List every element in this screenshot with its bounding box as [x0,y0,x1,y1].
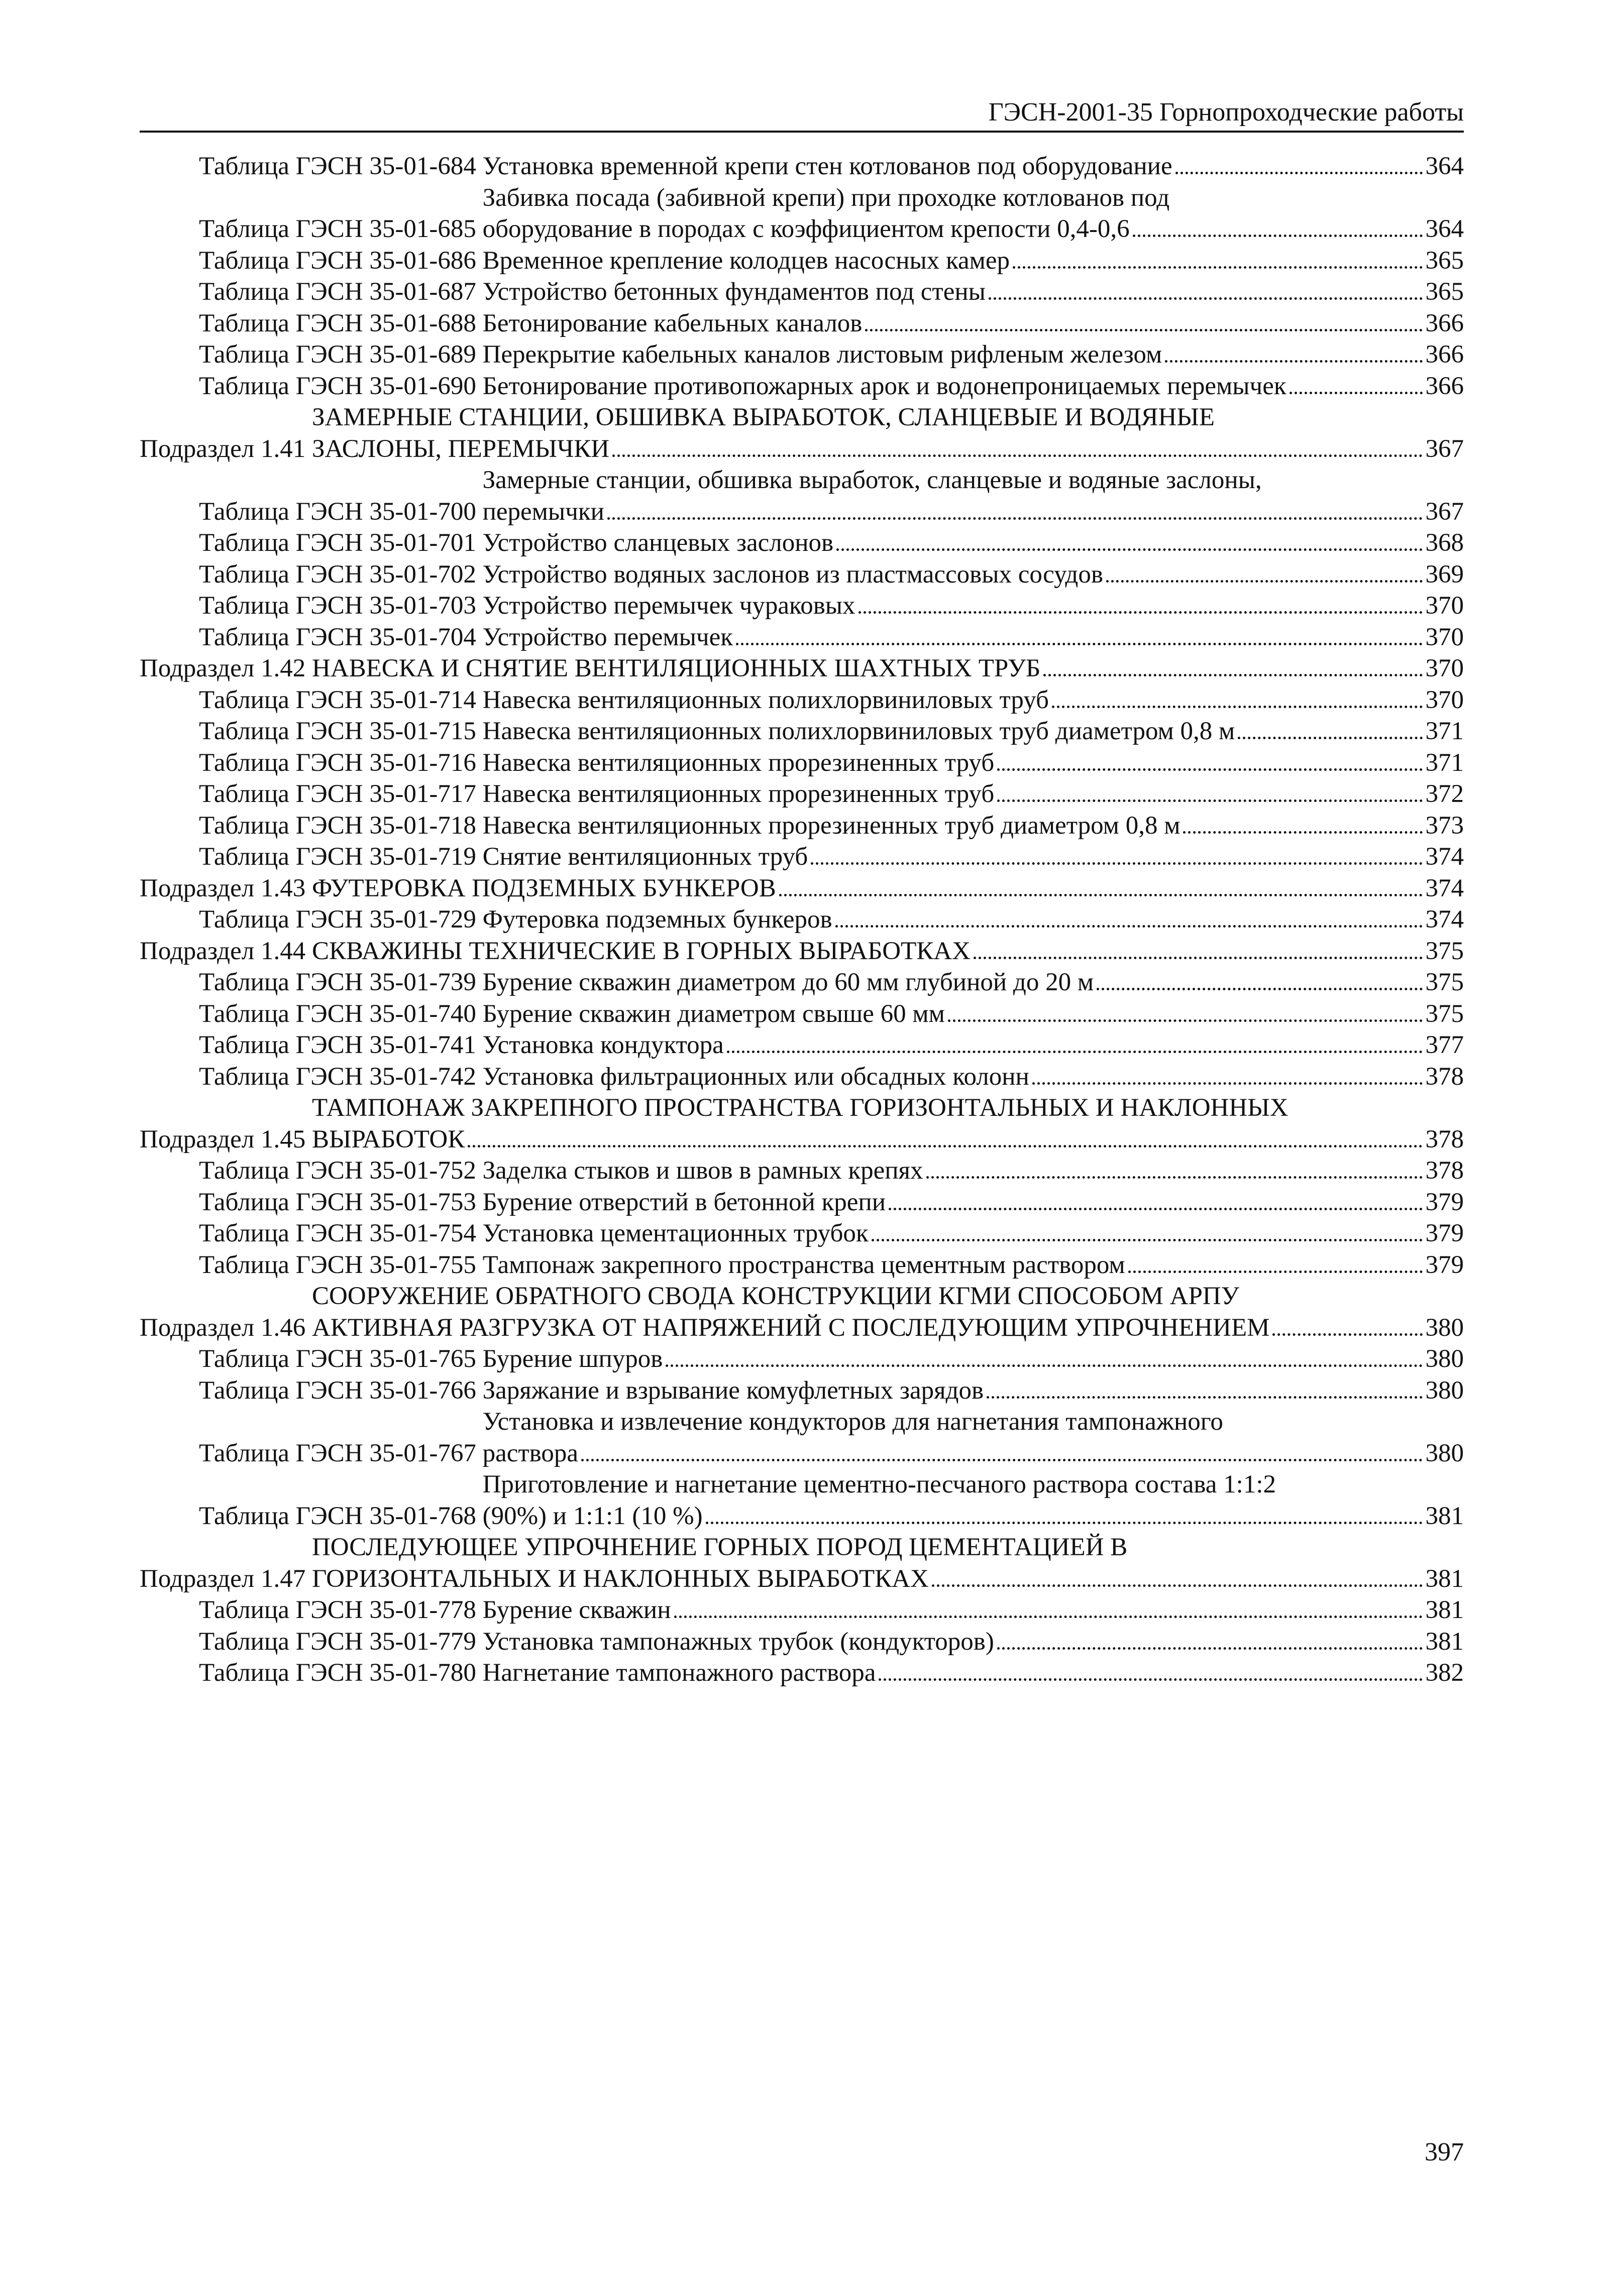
toc-table-entry[interactable] [140,841,1464,873]
toc-entry-line: перемычки [482,497,604,526]
toc-entry-number: Подраздел 1.47 [140,1564,312,1593]
toc-page-ref[interactable]: 381 [1425,1564,1464,1593]
toc-entry-number: Подраздел 1.43 [140,874,312,902]
toc-page-ref[interactable]: 379 [1425,1250,1464,1279]
toc-entry-line: Устройство бетонных фундаментов под стены [482,278,986,306]
toc-section-entry[interactable] [140,936,1464,967]
toc-entry-text [483,590,1464,622]
toc-entry-line: Перекрытие кабельных каналов листовым рифленым железом [482,340,1162,369]
toc-entry-number: Таблица ГЭСН 35-01-741 [199,1031,483,1059]
toc-entry-number: Таблица ГЭСН 35-01-719 [199,843,483,871]
toc-entry-line: Навеска вентиляционных прорезиненных труб диаметром 0,8 м [482,811,1181,840]
toc-entry-text [483,1375,1464,1407]
toc-page-ref[interactable]: 366 [1425,372,1464,400]
toc-entry-line: Футеровка подземных бункеров [482,905,832,934]
toc-page-ref[interactable]: 375 [1425,968,1464,996]
toc-entry-text [483,998,1464,1030]
dot-leader [736,643,1423,645]
toc-entry-line: Заделка стыков и швов в рамных крепях [482,1157,923,1185]
toc-entry-number: Таблица ГЭСН 35-01-739 [199,968,483,996]
toc-entry-line: ГОРИЗОНТАЛЬНЫХ И НАКЛОННЫХ ВЫРАБОТКАХ [311,1564,929,1593]
toc-entry-line: Нагнетание тампонажного раствора [482,1659,876,1687]
dot-leader [666,1364,1422,1367]
toc-page-ref[interactable]: 367 [1425,434,1464,463]
toc-table-entry[interactable] [140,904,1464,936]
toc-page-ref[interactable]: 371 [1425,748,1464,777]
toc-page-ref[interactable]: 366 [1425,309,1464,337]
toc-entry-line: Навеска вентиляционных прорезиненных труб [482,780,995,808]
toc-entry-number: Таблица ГЭСН 35-01-714 [199,685,483,714]
dot-leader [989,297,1423,300]
dot-leader [1097,988,1422,990]
toc-entry-line: (90%) и 1:1:1 (10 %) [482,1502,703,1530]
toc-table-entry[interactable] [140,810,1464,842]
toc-table-entry[interactable] [140,276,1464,308]
dot-leader [581,1459,1422,1461]
dot-leader [1043,674,1422,676]
toc-table-entry[interactable] [140,339,1464,371]
toc-entry-text [312,402,1464,465]
toc-page-ref[interactable]: 378 [1425,1062,1464,1091]
dot-leader [674,1616,1423,1618]
toc-entry-line: Бурение шпуров [482,1345,663,1373]
running-header: ГЭСН-2001-35 Горнопроходческие работы [140,94,1464,133]
dot-leader [872,1239,1423,1241]
toc-entry-line: Тампонаж закрепного пространства цементным раствором [482,1250,1125,1279]
toc-page-ref[interactable]: 374 [1425,874,1464,902]
toc-page-ref[interactable]: 364 [1425,215,1464,243]
toc-entry-number: Таблица ГЭСН 35-01-779 [199,1627,483,1656]
toc-table-entry[interactable] [140,245,1464,277]
toc-table-entry[interactable] [140,1187,1464,1218]
toc-entry-text [483,182,1464,245]
toc-entry-line: Бурение скважин [482,1596,671,1624]
toc-page-ref[interactable]: 380 [1425,1345,1464,1373]
toc-entry-number: Таблица ГЭСН 35-01-780 [199,1659,483,1687]
table-of-contents [140,151,1464,1689]
toc-table-entry[interactable] [140,465,1464,527]
dot-leader [835,925,1423,928]
toc-entry-text [483,967,1464,998]
toc-section-entry[interactable] [140,653,1464,684]
toc-page-ref[interactable]: 375 [1425,999,1464,1028]
toc-entry-line: ФУТЕРОВКА ПОДЗЕМНЫХ БУНКЕРОВ [311,874,776,902]
toc-page-ref[interactable]: 377 [1425,1031,1464,1059]
dot-leader [997,768,1422,771]
toc-entry-number: Таблица ГЭСН 35-01-686 [199,246,483,275]
toc-page-ref[interactable]: 370 [1425,654,1464,682]
toc-table-entry[interactable] [140,1375,1464,1407]
toc-entry-text [483,810,1464,842]
toc-table-entry[interactable] [140,371,1464,402]
toc-table-entry[interactable] [140,1626,1464,1658]
toc-entry-text [483,559,1464,591]
toc-entry-text [483,151,1464,182]
toc-entry-line: ЗАМЕРНЫЕ СТАНЦИИ, ОБШИВКА ВЫРАБОТОК, СЛАНЦЕВЫЕ И ВОДЯНЫЕ [311,403,1215,431]
dot-leader [1052,706,1423,708]
toc-page-ref[interactable]: 374 [1425,843,1464,871]
toc-entry-number: Подраздел 1.44 [140,937,312,965]
toc-entry-number: Подраздел 1.46 [140,1313,312,1342]
toc-entry-line: ЗАСЛОНЫ, ПЕРЕМЫЧКИ [311,434,610,463]
toc-entry-number: Таблица ГЭСН 35-01-740 [199,999,483,1028]
toc-page-ref[interactable]: 370 [1425,685,1464,714]
dot-leader [811,862,1422,865]
dot-leader [1290,392,1423,394]
toc-entry-text [483,1626,1464,1658]
toc-entry-line: ТАМПОНАЖ ЗАКРЕПНОГО ПРОСТРАНСТВА ГОРИЗОНТАЛЬНЫХ И НАКЛОННЫХ [311,1094,1289,1122]
toc-section-entry[interactable] [140,1092,1464,1155]
toc-entry-number: Таблица ГЭСН 35-01-715 [199,717,483,745]
dot-leader [1032,1082,1423,1085]
toc-page-ref[interactable]: 379 [1425,1188,1464,1216]
toc-page-ref[interactable]: 370 [1425,623,1464,651]
toc-page-ref[interactable]: 371 [1425,717,1464,745]
dot-leader [1183,831,1422,834]
toc-entry-number: Таблица ГЭСН 35-01-718 [199,811,483,840]
toc-entry-line: Замерные станции, обшивка выработок, сланцевые и водяные заслоны, [482,466,1262,494]
toc-entry-number: Таблица ГЭСН 35-01-684 [199,152,483,180]
dot-leader [1175,172,1423,174]
dot-leader [706,1522,1423,1524]
toc-table-entry[interactable] [140,716,1464,747]
toc-entry-text [312,1532,1464,1594]
toc-entry-line: Установка временной крепи стен котлованов под оборудование [482,152,1172,180]
toc-table-entry[interactable] [140,1343,1464,1375]
toc-entry-line: Устройство перемычек чураковых [482,592,855,620]
toc-page-ref[interactable]: 365 [1425,246,1464,275]
toc-table-entry[interactable] [140,1657,1464,1689]
toc-entry-line: Бурение отверстий в бетонной крепи [482,1188,886,1216]
toc-entry-text [312,653,1464,684]
toc-table-entry[interactable] [140,1594,1464,1626]
toc-table-entry[interactable] [140,182,1464,245]
toc-entry-line: Бурение скважин диаметром до 60 мм глубиной до 20 м [482,968,1094,996]
toc-entry-line: Установка фильтрационных или обсадных колонн [482,1062,1029,1091]
toc-page-ref[interactable]: 365 [1425,278,1464,306]
page-number: 397 [1425,2138,1464,2166]
toc-page-ref[interactable]: 380 [1425,1439,1464,1467]
toc-entry-text [483,1469,1464,1532]
toc-entry-line: Приготовление и нагнетание цементно-песчаного раствора состава 1:1:2 [482,1470,1276,1499]
toc-entry-text [483,245,1464,277]
toc-entry-text [312,936,1464,967]
toc-page-ref[interactable]: 366 [1425,340,1464,369]
toc-page-ref[interactable]: 378 [1425,1125,1464,1154]
toc-entry-number: Таблица ГЭСН 35-01-703 [199,592,483,620]
toc-entry-line: Заряжание и взрывание комуфлетных зарядов [482,1376,984,1405]
toc-page-ref[interactable]: 367 [1425,497,1464,526]
toc-page-ref[interactable]: 369 [1425,560,1464,589]
toc-table-entry[interactable] [140,1155,1464,1187]
dot-leader [859,611,1423,614]
toc-entry-number: Таблица ГЭСН 35-01-685 [199,215,483,243]
dot-leader [607,517,1423,520]
toc-entry-text [483,1657,1464,1689]
toc-entry-line: Бетонирование противопожарных арок и водонепроницаемых перемычек [482,372,1287,400]
dot-leader [1013,266,1422,269]
toc-entry-number: Таблица ГЭСН 35-01-690 [199,372,483,400]
toc-table-entry[interactable] [140,622,1464,653]
toc-entry-number: Таблица ГЭСН 35-01-755 [199,1250,483,1279]
toc-table-entry[interactable] [140,151,1464,182]
toc-table-entry[interactable] [140,967,1464,998]
dot-leader [987,1396,1422,1399]
toc-entry-number: Таблица ГЭСН 35-01-701 [199,529,483,557]
toc-page-ref[interactable]: 372 [1425,780,1464,808]
toc-entry-number: Таблица ГЭСН 35-01-754 [199,1219,483,1247]
dot-leader [932,1584,1423,1587]
toc-entry-number: Таблица ГЭСН 35-01-767 [199,1439,483,1467]
toc-entry-text [483,747,1464,779]
toc-table-entry[interactable] [140,1469,1464,1532]
toc-entry-line: Установка цементационных трубок [482,1219,869,1247]
toc-entry-number: Таблица ГЭСН 35-01-752 [199,1157,483,1185]
toc-entry-line: Навеска вентиляционных полихлорвиниловых труб диаметром 0,8 м [482,717,1235,745]
toc-page-ref[interactable]: 380 [1425,1376,1464,1405]
toc-entry-text [483,1406,1464,1469]
toc-page-ref[interactable]: 368 [1425,529,1464,557]
toc-table-entry[interactable] [140,527,1464,559]
toc-entry-line: Навеска вентиляционных прорезиненных труб [482,748,995,777]
toc-entry-line: СКВАЖИНЫ ТЕХНИЧЕСКИЕ В ГОРНЫХ ВЫРАБОТКАХ [311,937,971,965]
toc-table-entry[interactable] [140,308,1464,339]
toc-page-ref[interactable]: 375 [1425,937,1464,965]
toc-section-entry[interactable] [140,402,1464,465]
toc-entry-line: оборудование в породах с коэффициентом крепости 0,4-0,6 [482,215,1130,243]
toc-page-ref[interactable]: 380 [1425,1313,1464,1342]
toc-page-ref[interactable]: 381 [1425,1502,1464,1530]
dot-leader [948,1019,1423,1022]
toc-table-entry[interactable] [140,590,1464,622]
toc-page-ref[interactable]: 364 [1425,152,1464,180]
toc-page-ref[interactable]: 374 [1425,905,1464,934]
toc-entry-text [483,465,1464,527]
toc-entry-text [483,1249,1464,1281]
toc-entry-line: АКТИВНАЯ РАЗГРУЗКА ОТ НАПРЯЖЕНИЙ С ПОСЛЕДУЮЩИМ УПРОЧНЕНИЕМ [311,1313,1270,1342]
toc-table-entry[interactable] [140,778,1464,810]
toc-entry-text [483,622,1464,653]
toc-page-ref[interactable]: 379 [1425,1219,1464,1247]
dot-leader [1133,235,1423,237]
dot-leader [1272,1333,1422,1336]
toc-page-ref[interactable]: 373 [1425,811,1464,840]
toc-page-ref[interactable]: 381 [1425,1596,1464,1624]
toc-entry-number: Таблица ГЭСН 35-01-688 [199,309,483,337]
toc-section-entry[interactable] [140,1281,1464,1343]
toc-entry-line: Бетонирование кабельных каналов [482,309,863,337]
dot-leader [974,957,1423,959]
toc-entry-text [483,339,1464,371]
toc-table-entry[interactable] [140,1029,1464,1061]
toc-entry-number: Таблица ГЭСН 35-01-717 [199,780,483,808]
toc-page-ref[interactable]: 382 [1425,1659,1464,1687]
toc-entry-number: Таблица ГЭСН 35-01-778 [199,1596,483,1624]
toc-entry-number: Таблица ГЭСН 35-01-753 [199,1188,483,1216]
toc-entry-line: СООРУЖЕНИЕ ОБРАТНОГО СВОДА КОНСТРУКЦИИ КГМИ СПОСОБОМ АРПУ [311,1282,1239,1310]
dot-leader [1106,580,1423,583]
toc-entry-text [483,904,1464,936]
dot-leader [879,1678,1422,1681]
toc-entry-text [483,1218,1464,1249]
toc-entry-line: Временное крепление колодцев насосных камер [482,246,1010,275]
toc-entry-text [312,1092,1464,1155]
toc-entry-number: Таблица ГЭСН 35-01-689 [199,340,483,369]
toc-table-entry[interactable] [140,998,1464,1030]
dot-leader [997,799,1422,802]
toc-entry-text [483,684,1464,716]
toc-entry-line: Снятие вентиляционных труб [482,843,808,871]
toc-entry-number: Таблица ГЭСН 35-01-765 [199,1345,483,1373]
toc-entry-text [483,1187,1464,1218]
toc-entry-number: Таблица ГЭСН 35-01-716 [199,748,483,777]
toc-entry-text [483,841,1464,873]
toc-table-entry[interactable] [140,1061,1464,1093]
toc-entry-text [483,308,1464,339]
toc-table-entry[interactable] [140,1218,1464,1249]
dot-leader [468,1145,1422,1147]
toc-entry-number: Таблица ГЭСН 35-01-768 [199,1502,483,1530]
toc-entry-line: Установка тампонажных трубок (кондукторов) [482,1627,994,1656]
dot-leader [865,329,1422,331]
toc-table-entry[interactable] [140,747,1464,779]
toc-table-entry[interactable] [140,684,1464,716]
toc-entry-number: Таблица ГЭСН 35-01-700 [199,497,483,526]
dot-leader [926,1176,1423,1179]
toc-entry-line: Установка и извлечение кондукторов для нагнетания тампонажного [482,1408,1223,1436]
dot-leader [836,548,1422,551]
dot-leader [889,1208,1423,1210]
dot-leader [1238,737,1422,739]
toc-section-entry[interactable] [140,873,1464,904]
dot-leader [727,1051,1423,1053]
toc-entry-text [312,1281,1464,1343]
toc-entry-number: Таблица ГЭСН 35-01-702 [199,560,483,589]
toc-entry-number: Подраздел 1.41 [140,434,312,463]
dot-leader [612,454,1422,457]
toc-entry-number: Таблица ГЭСН 35-01-766 [199,1376,483,1405]
dot-leader [1165,360,1422,363]
toc-page-ref[interactable]: 381 [1425,1627,1464,1656]
dot-leader [779,894,1423,896]
toc-section-entry[interactable] [140,1532,1464,1594]
toc-entry-text [483,778,1464,810]
toc-entry-line: Устройство водяных заслонов из пластмассовых сосудов [482,560,1103,589]
toc-entry-number: Подраздел 1.42 [140,654,312,682]
toc-entry-text [483,1594,1464,1626]
toc-entry-line: НАВЕСКА И СНЯТИЕ ВЕНТИЛЯЦИОННЫХ ШАХТНЫХ ТРУБ [311,654,1041,682]
toc-entry-text [483,1061,1464,1093]
toc-entry-line: ПОСЛЕДУЮЩЕЕ УПРОЧНЕНИЕ ГОРНЫХ ПОРОД ЦЕМЕНТАЦИЕЙ В [311,1533,1128,1561]
toc-entry-number: Таблица ГЭСН 35-01-687 [199,278,483,306]
toc-entry-line: Навеска вентиляционных полихлорвиниловых труб [482,685,1049,714]
toc-entry-text [483,527,1464,559]
toc-entry-text [483,371,1464,402]
toc-entry-line: раствора [482,1439,579,1467]
toc-table-entry[interactable] [140,1249,1464,1281]
toc-entry-text [312,873,1464,904]
toc-entry-text [483,1155,1464,1187]
toc-entry-line: Устройство сланцевых заслонов [482,529,834,557]
toc-entry-number: Таблица ГЭСН 35-01-729 [199,905,483,934]
toc-entry-line: Установка кондуктора [482,1031,724,1059]
toc-table-entry[interactable] [140,559,1464,591]
toc-entry-text [483,1343,1464,1375]
toc-entry-number: Таблица ГЭСН 35-01-742 [199,1062,483,1091]
toc-entry-text [483,716,1464,747]
toc-entry-line: Бурение скважин диаметром свыше 60 мм [482,999,945,1028]
toc-page-ref[interactable]: 370 [1425,592,1464,620]
toc-entry-line: Забивка посада (забивной крепи) при проходке котлованов под [482,183,1170,212]
toc-entry-number: Подраздел 1.45 [140,1125,312,1154]
toc-entry-line: Устройство перемычек [482,623,733,651]
toc-entry-text [483,1029,1464,1061]
toc-page-ref[interactable]: 378 [1425,1157,1464,1185]
toc-entry-line: ВЫРАБОТОК [311,1125,465,1154]
toc-entry-text [483,276,1464,308]
dot-leader [1128,1271,1423,1273]
toc-entry-number: Таблица ГЭСН 35-01-704 [199,623,483,651]
toc-table-entry[interactable] [140,1406,1464,1469]
dot-leader [997,1647,1423,1650]
